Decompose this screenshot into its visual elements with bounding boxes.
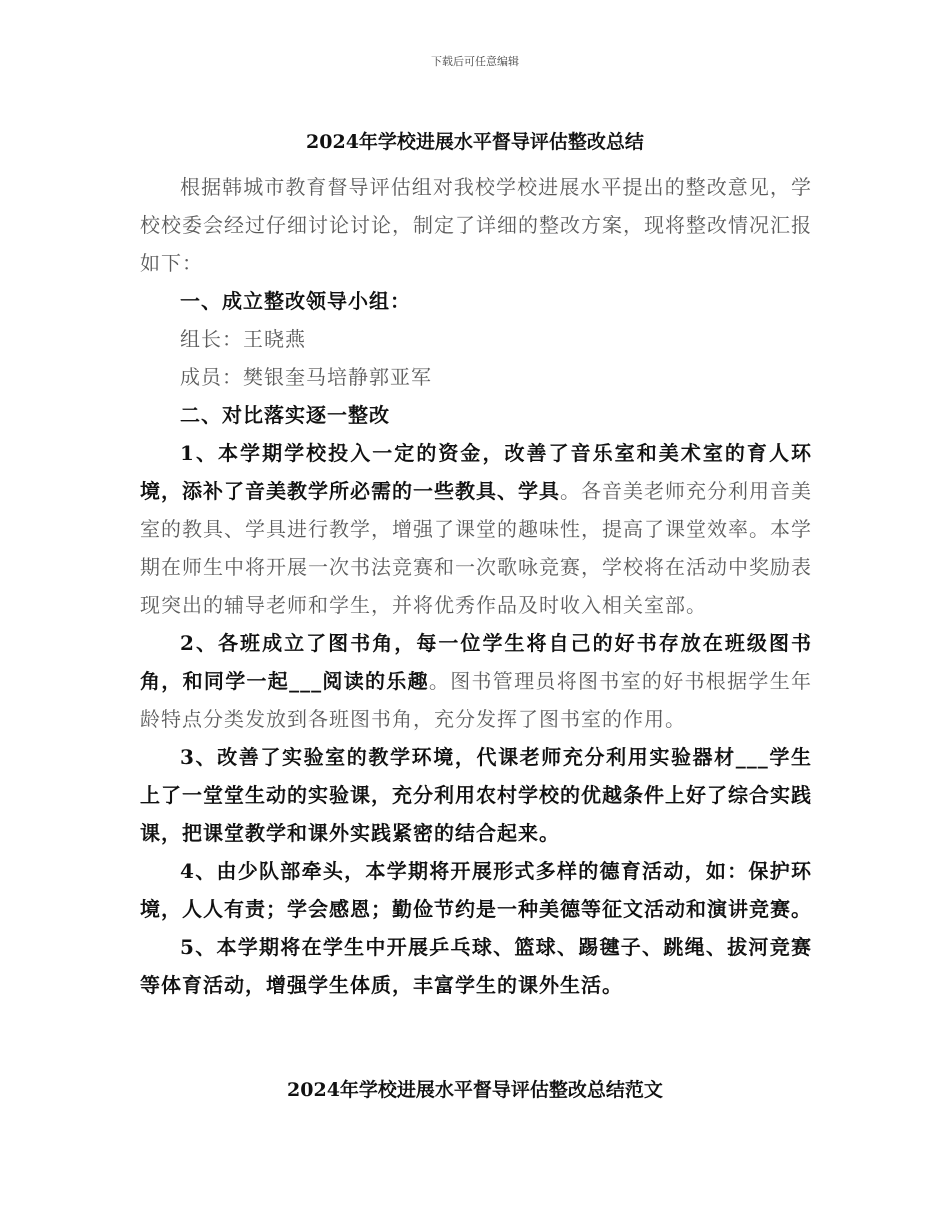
item-paragraph-3 (140, 738, 812, 852)
members-line: 成员：樊银奎马培静郭亚军 (180, 365, 432, 389)
next-document-title: 2024年学校进展水平督导评估整改总结范文 (287, 1079, 663, 1101)
intro-paragraph: 根据韩城市教育督导评估组对我校学校进展水平提出的整改意见，学校校委会经过仔细讨论讨论，制定了详细的整改方案，现将整改情况汇报如下： (140, 175, 812, 275)
item-paragraph-4 (140, 852, 812, 928)
item-3-bold: 3、改善了实验室的教学环境，代课老师充分利用实验器材___学生上了一堂堂生动的实验课，充分利用农村学校的优越条件上好了综合实践课，把课堂教学和课外实践紧密的结合起来。 (140, 745, 812, 845)
item-4-bold: 4、由少队部牵头，本学期将开展形式多样的德育活动，如：保护环境，人人有责；学会感恩；勤俭节约是一种美德等征文活动和演讲竞赛。 (140, 859, 812, 921)
section1-heading: 一、成立整改领导小组： (180, 289, 411, 313)
section2-heading: 二、对比落实逐一整改 (180, 403, 390, 427)
item-paragraph-1 (140, 434, 812, 624)
document-body (140, 168, 812, 1004)
document-title: 2024年学校进展水平督导评估整改总结 (306, 131, 644, 153)
leader-line: 组长：王晓燕 (180, 327, 306, 351)
item-2-plain: 。图书管理员将图书室的好书根据学生年龄特点分类发放到各班图书角，充分发挥了图书室的作用。 (140, 669, 813, 731)
item-paragraph-5 (140, 928, 812, 1004)
item-5-bold: 5、本学期将在学生中开展乒乓球、篮球、踢毽子、跳绳、拔河竞赛等体育活动，增强学生体质，丰富学生的课外生活。 (140, 935, 812, 997)
item-1-plain: 。各音美老师充分利用音美室的教具、学具进行教学，增强了课堂的趣味性，提高了课堂效率。本学期在师生中将开展一次书法竞赛和一次歌咏竞赛，学校将在活动中奖励表现突出的辅导老师和学生，并将优秀作品及时收入相关室部。 (140, 479, 812, 617)
item-1-bold: 1、本学期学校投入一定的资金，改善了音乐室和美术室的育人环境，添补了音美教学所必需的一些教具、学具 (140, 441, 812, 503)
item-paragraph-2 (140, 624, 812, 738)
page-header-note: 下载后可任意编辑 (431, 55, 519, 68)
item-2-bold: 2、各班成立了图书角，每一位学生将自己的好书存放在班级图书角，和同学一起___阅读的乐趣 (140, 631, 812, 693)
